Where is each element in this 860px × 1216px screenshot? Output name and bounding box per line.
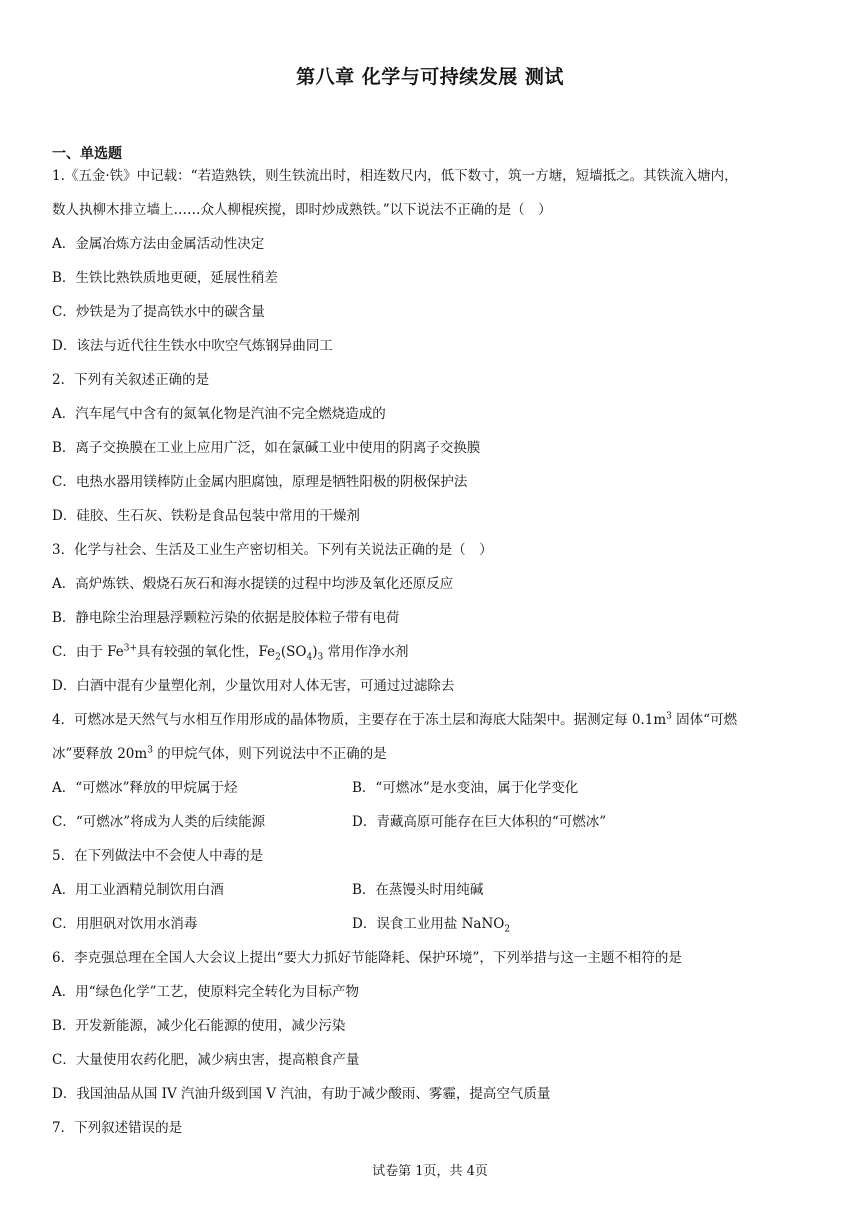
q4-option-c: C．“可燃冰”将成为人类的后续能源 (52, 814, 266, 830)
q6-option-b: B．开发新能源，减少化石能源的使用，减少污染 (52, 1018, 346, 1034)
q2-option-b: B．离子交换膜在工业上应用广泛，如在氯碱工业中使用的阴离子交换膜 (52, 440, 481, 456)
q2-option-a: A．汽车尾气中含有的氮氧化物是汽油不完全燃烧造成的 (52, 406, 386, 422)
q3-option-c: C．由于 $Fe^{3+}$具有较强的氧化性，$Fe_2(SO_4)_3$ 常用作净水剂 (52, 643, 409, 663)
q5-option-d: D．误食工业用盐 NaNO$_2$ (352, 916, 511, 935)
q3-option-a: A．高炉炼铁、煅烧石灰石和海水提镁的过程中均涉及氧化还原反应 (52, 576, 454, 592)
q6-stem: 6．李克强总理在全国人大会议上提出“要大力抓好节能降耗、保护环境”，下列举措与这一主题不相符的是 (52, 950, 682, 966)
q5-option-c: C．用胆矾对饮用水消毒 (52, 916, 198, 932)
q4-options-row1 (52, 778, 812, 798)
q5-stem: 5．在下列做法中不会使人中毒的是 (52, 848, 264, 864)
q6-option-d: D．我国油品从国 IV 汽油升级到国 V 汽油，有助于减少酸雨、雾霾，提高空气质量 (52, 1086, 551, 1102)
q4-option-a: A．“可燃冰”释放的甲烷属于烃 (52, 780, 238, 796)
q6-option-a: A．用“绿色化学”工艺，使原料完全转化为目标产物 (52, 984, 360, 1000)
q4-stem-line2: 冰”要释放 $20m^3$ 的甲烷气体，则下列说法中不正确的是 (52, 745, 387, 762)
q4-options-row2 (52, 812, 812, 832)
section-heading: 一、单选题 (52, 146, 122, 162)
q3-option-b: B．静电除尘治理悬浮颗粒污染的依据是胶体粒子带有电荷 (52, 610, 400, 626)
q4-option-b: B．“可燃冰”是水变油，属于化学变化 (352, 780, 579, 796)
q5-option-b: B．在蒸馒头时用纯碱 (352, 882, 484, 898)
q6-option-c: C．大量使用农药化肥，减少病虫害，提高粮食产量 (52, 1052, 360, 1068)
q1-option-d: D．该法与近代往生铁水中吹空气炼钢异曲同工 (52, 338, 333, 354)
q4-stem-line1: 4．可燃冰是天然气与水相互作用形成的晶体物质，主要存在于冻土层和海底大陆架中。据测定每 $0.1m^3$ 固体“可燃 (52, 711, 738, 728)
q2-option-c: C．电热水器用镁棒防止金属内胆腐蚀，原理是牺牲阳极的阴极保护法 (52, 474, 468, 490)
q2-stem: 2．下列有关叙述正确的是 (52, 372, 210, 388)
q1-stem-line1: 1.《五金·铁》中记载：“若造熟铁，则生铁流出时，相连数尺内，低下数寸，筑一方塘，短墙抵之。其铁流入塘内， (52, 168, 738, 184)
q1-option-b: B．生铁比熟铁质地更硬，延展性稍差 (52, 270, 278, 286)
q1-stem-line2: 数人执柳木排立墙上……众人柳棍疾搅，即时炒成熟铁。”以下说法不正确的是（ ） (52, 202, 552, 218)
question-list (52, 144, 812, 1138)
q3-option-d: D．白酒中混有少量塑化剂，少量饮用对人体无害，可通过过滤除去 (52, 678, 455, 694)
q5-options-row1 (52, 880, 812, 900)
q3-stem: 3．化学与社会、生活及工业生产密切相关。下列有关说法正确的是（ ） (52, 542, 493, 558)
q7-stem: 7．下列叙述错误的是 (52, 1120, 183, 1136)
q5-options-row2 (52, 914, 812, 934)
q5-option-a: A．用工业酒精兑制饮用白酒 (52, 882, 224, 898)
page-footer: 试卷第 1页，共 4页 (372, 1164, 488, 1179)
q1-option-c: C．炒铁是为了提高铁水中的碳含量 (52, 304, 265, 320)
q4-option-d: D．青藏高原可能存在巨大体积的“可燃冰” (352, 814, 607, 830)
page-title: 第八章 化学与可持续发展 测试 (296, 66, 564, 88)
q1-option-a: A．金属冶炼方法由金属活动性决定 (52, 236, 265, 252)
q2-option-d: D．硅胶、生石灰、铁粉是食品包装中常用的干燥剂 (52, 508, 360, 524)
